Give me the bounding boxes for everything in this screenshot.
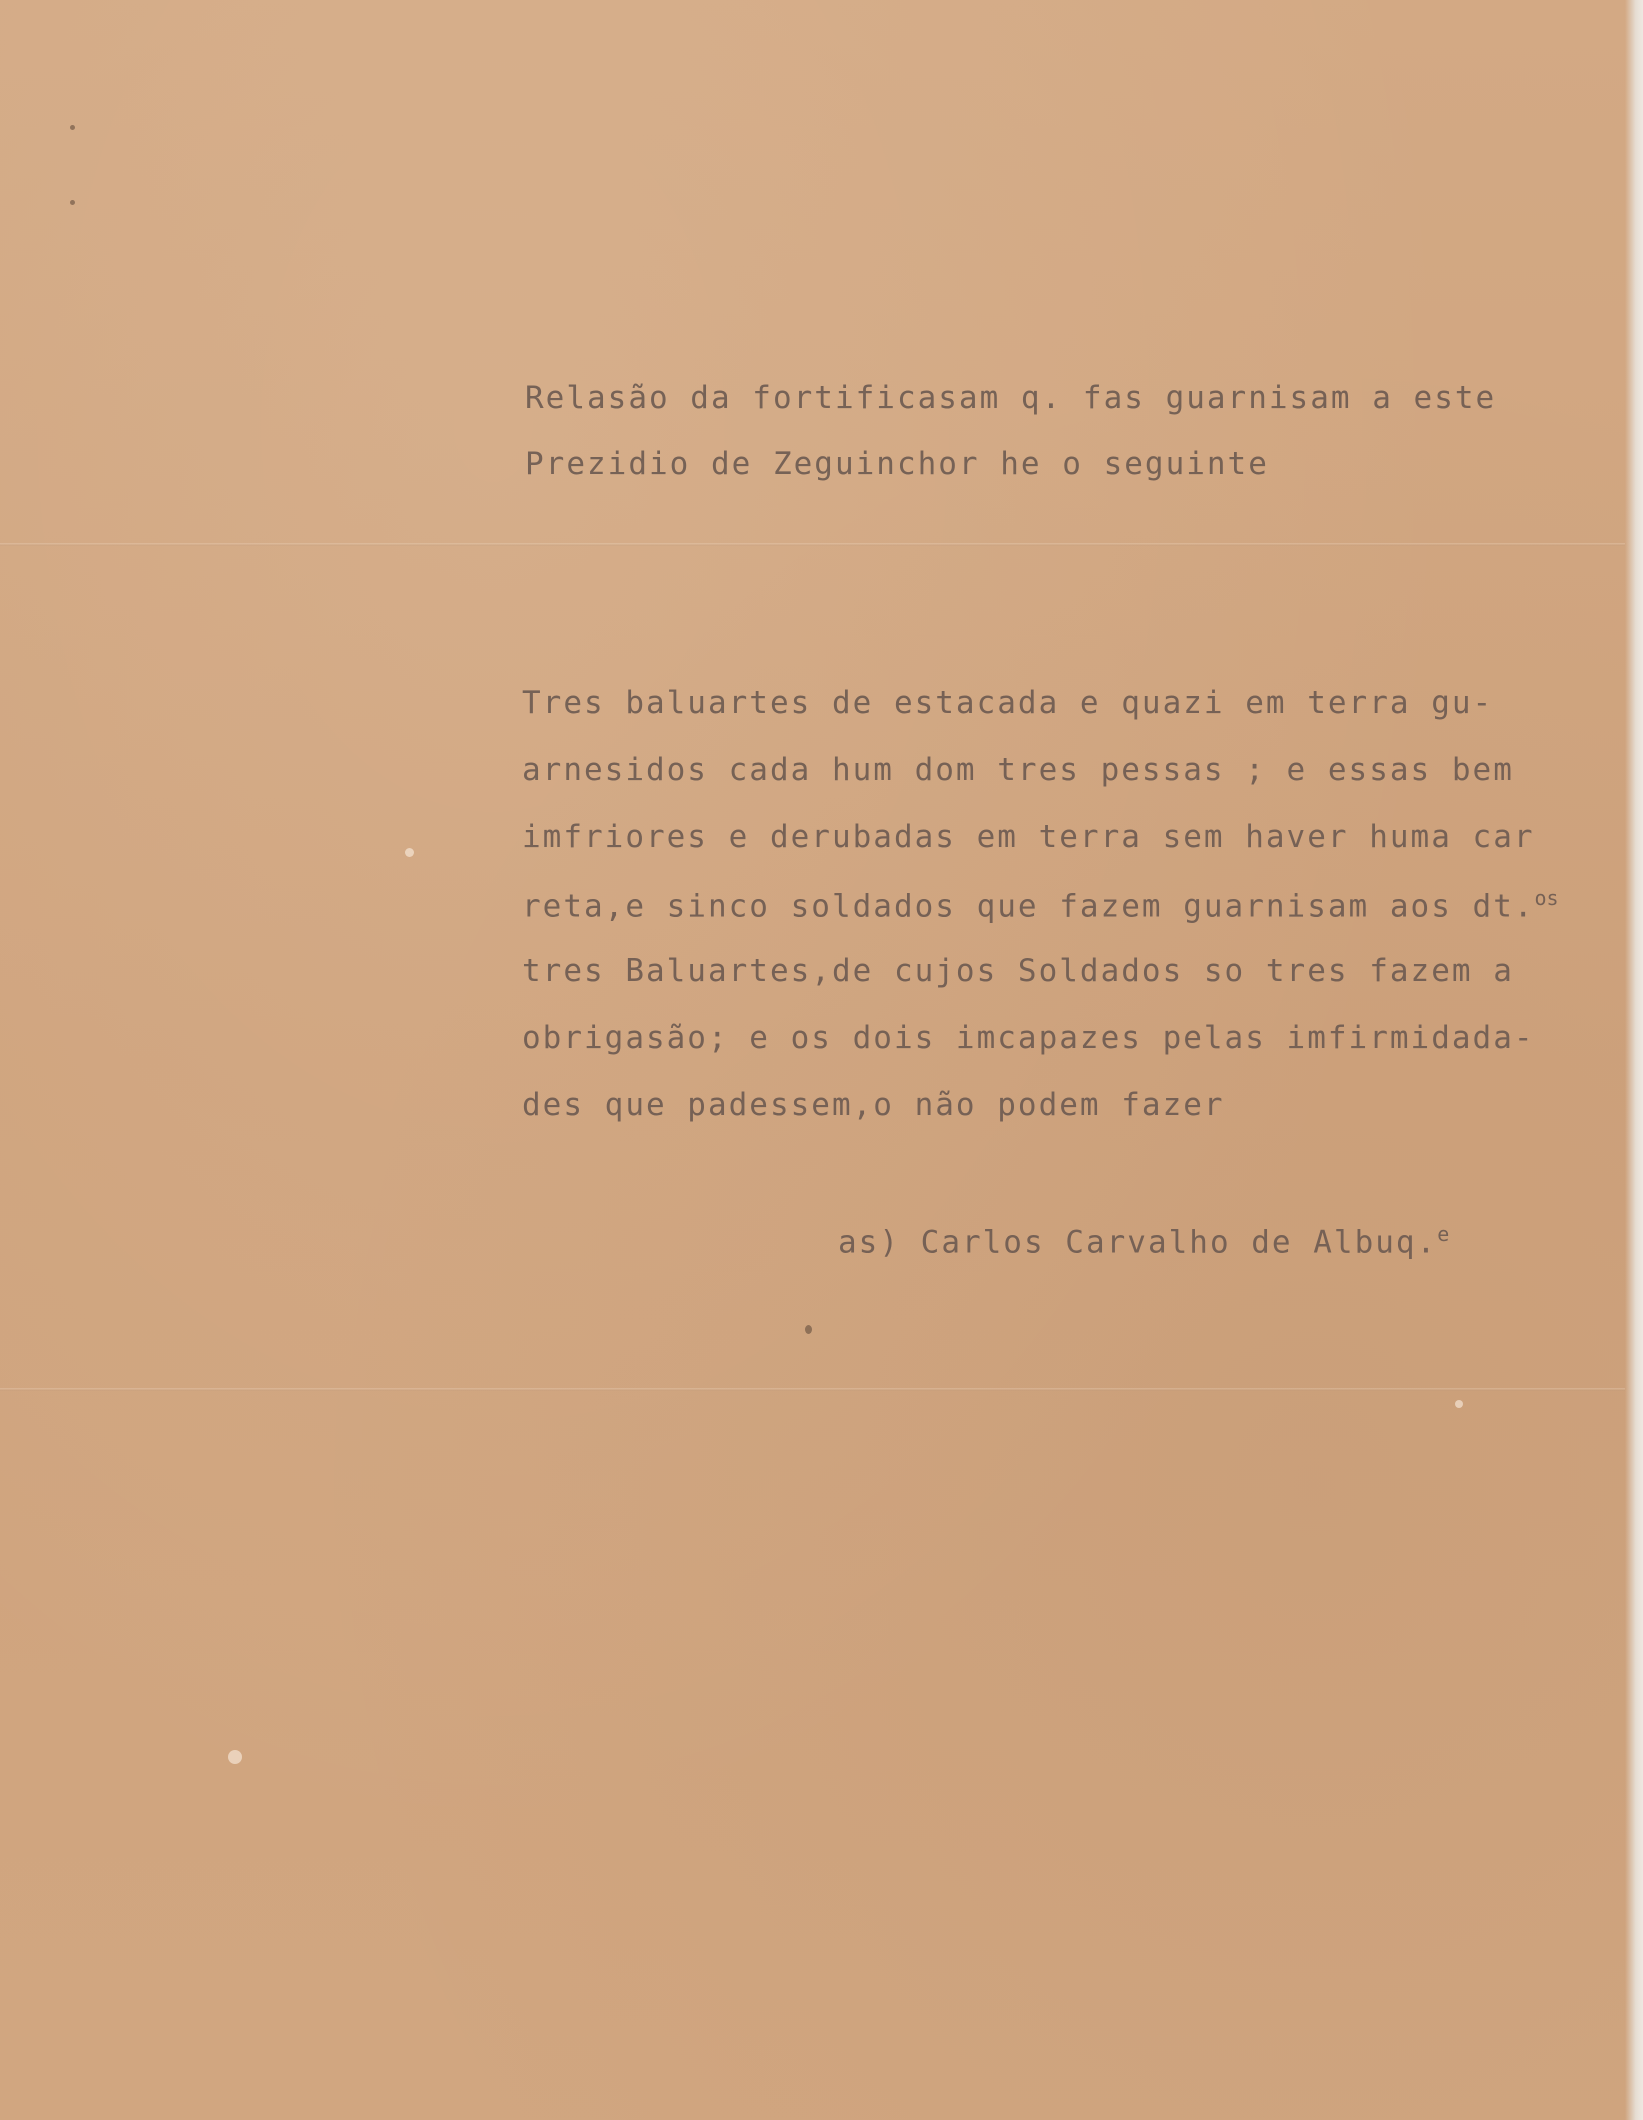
body-line-2: arnesidos cada hum dom tres pessas ; e essas bem (522, 752, 1514, 788)
paper-speck (228, 1750, 242, 1764)
body-line-4-text: reta,e sinco soldados que fazem guarnisam aos dt. (522, 888, 1535, 925)
body-line-3: imfriores e derubadas em terra sem haver huma car (522, 819, 1535, 855)
paper-speck (805, 1325, 812, 1334)
signature-line (838, 1222, 1449, 1260)
body-line-4-superscript: os (1534, 886, 1559, 910)
paper-speck (1455, 1400, 1463, 1408)
paper-fold-line (0, 543, 1625, 546)
body-line-6: obrigasão; e os dois imcapazes pelas imfirmidada- (522, 1020, 1535, 1056)
paper-speck (405, 848, 414, 857)
body-line-4 (522, 886, 1559, 924)
signature-text: as) Carlos Carvalho de Albuq. (838, 1224, 1438, 1261)
paper-fold-line (0, 1388, 1625, 1391)
body-line-7: des que padessem,o não podem fazer (522, 1087, 1225, 1123)
heading-line-1: Relasão da fortificasam q. fas guarnisam a este (525, 380, 1497, 416)
paper-speck (70, 125, 75, 130)
paper-edge (1625, 0, 1643, 2120)
body-line-5: tres Baluartes,de cujos Soldados so tres fazem a (522, 953, 1514, 989)
body-line-1: Tres baluartes de estacada e quazi em terra gu- (522, 685, 1494, 721)
paper-speck (70, 200, 75, 205)
signature-superscript: e (1437, 1222, 1450, 1246)
heading-line-2: Prezidio de Zeguinchor he o seguinte (525, 446, 1269, 482)
